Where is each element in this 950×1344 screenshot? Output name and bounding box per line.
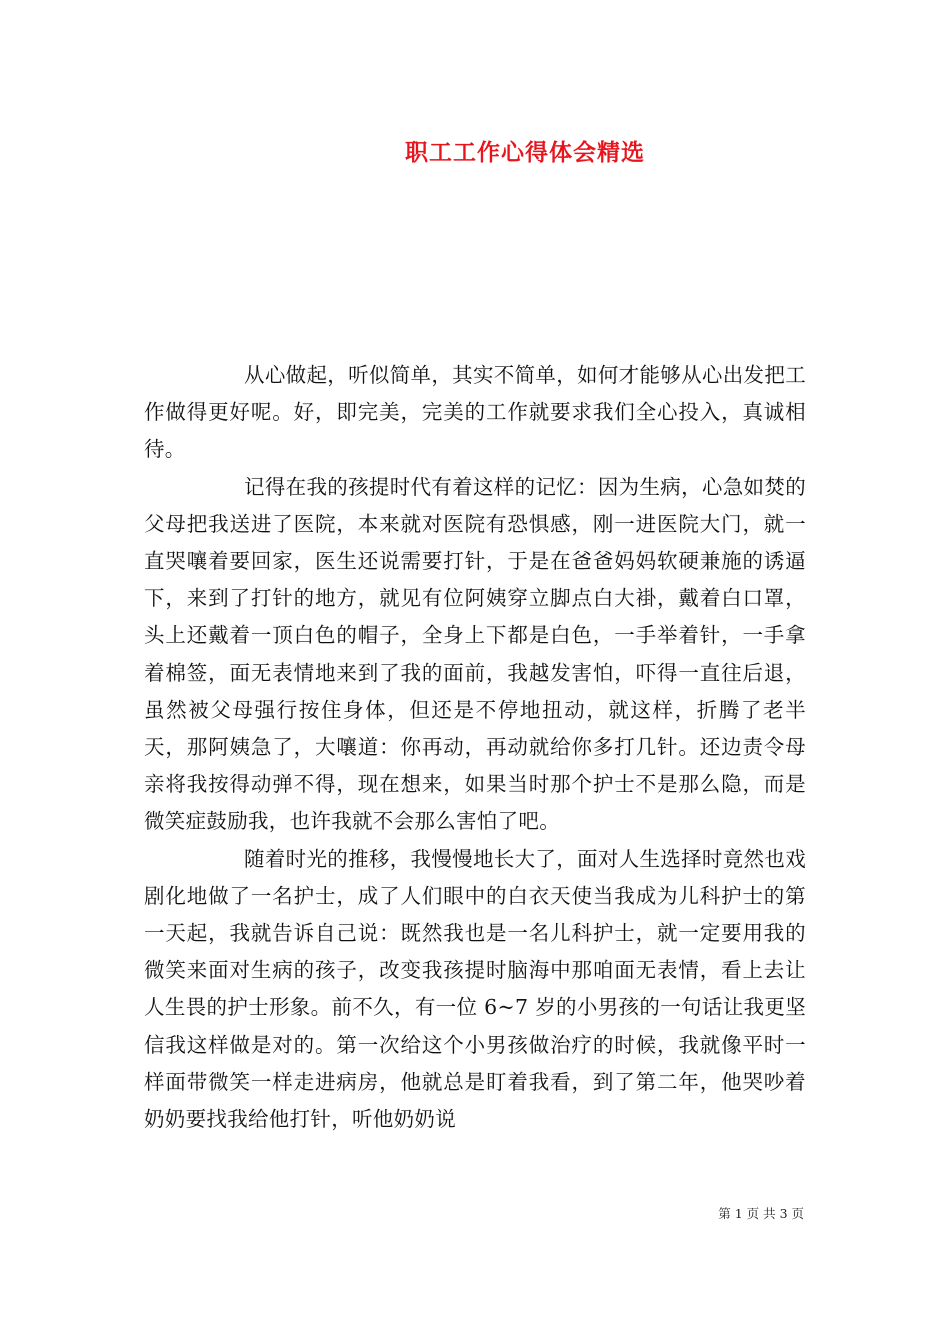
paragraph-1: 从心做起，听似简单，其实不简单，如何才能够从心出发把工作做得更好呢。好，即完美，完美的工作就要求我们全心投入，真诚相待。 [144, 363, 806, 462]
document-body [144, 357, 806, 1138]
page-number: 第 1 页 共 3 页 [718, 1206, 804, 1221]
paragraph-2: 记得在我的孩提时代有着这样的记忆：因为生病，心急如焚的父母把我送进了医院，本来就对医院有恐惧感，刚一进医院大门，就一直哭嚷着要回家，医生还说需要打针，于是在爸爸妈妈软硬兼施的诱逼下，来到了打针的地方，就见有位阿姨穿立脚点白大褂，戴着白口罩，头上还戴着一顶白色的帽子，全身上下都是白色，一手举着针，一手拿着棉签，面无表情地来到了我的面前，我越发害怕，吓得一直往后退，虽然被父母强行按住身体，但还是不停地扭动，就这样，折腾了老半天，那阿姨急了，大嚷道：你再动，再动就给你多打几针。还边责令母亲将我按得动弹不得，现在想来，如果当时那个护士不是那么隐，而是微笑症鼓励我，也许我就不会那么害怕了吧。 [144, 474, 806, 834]
document-title: 职工工作心得体会精选 [405, 139, 645, 166]
paragraph-3: 随着时光的推移，我慢慢地长大了，面对人生选择时竟然也戏剧化地做了一名护士，成了人们眼中的白衣天使当我成为儿科护士的第一天起，我就告诉自己说：既然我也是一名儿科护士，就一定要用我的微笑来面对生病的孩子，改变我孩提时脑海中那咱面无表情，看上去让人生畏的护士形象。前不久，有一位 6~7 岁的小男孩的一句话让我更坚信我这样做是对的。第一次给这个小男孩做治疗的时候，我就像平时一样面带微笑一样走进病房，他就总是盯着我看，到了第二年，他哭吵着奶奶要找我给他打针，听他奶奶说 [144, 846, 806, 1132]
